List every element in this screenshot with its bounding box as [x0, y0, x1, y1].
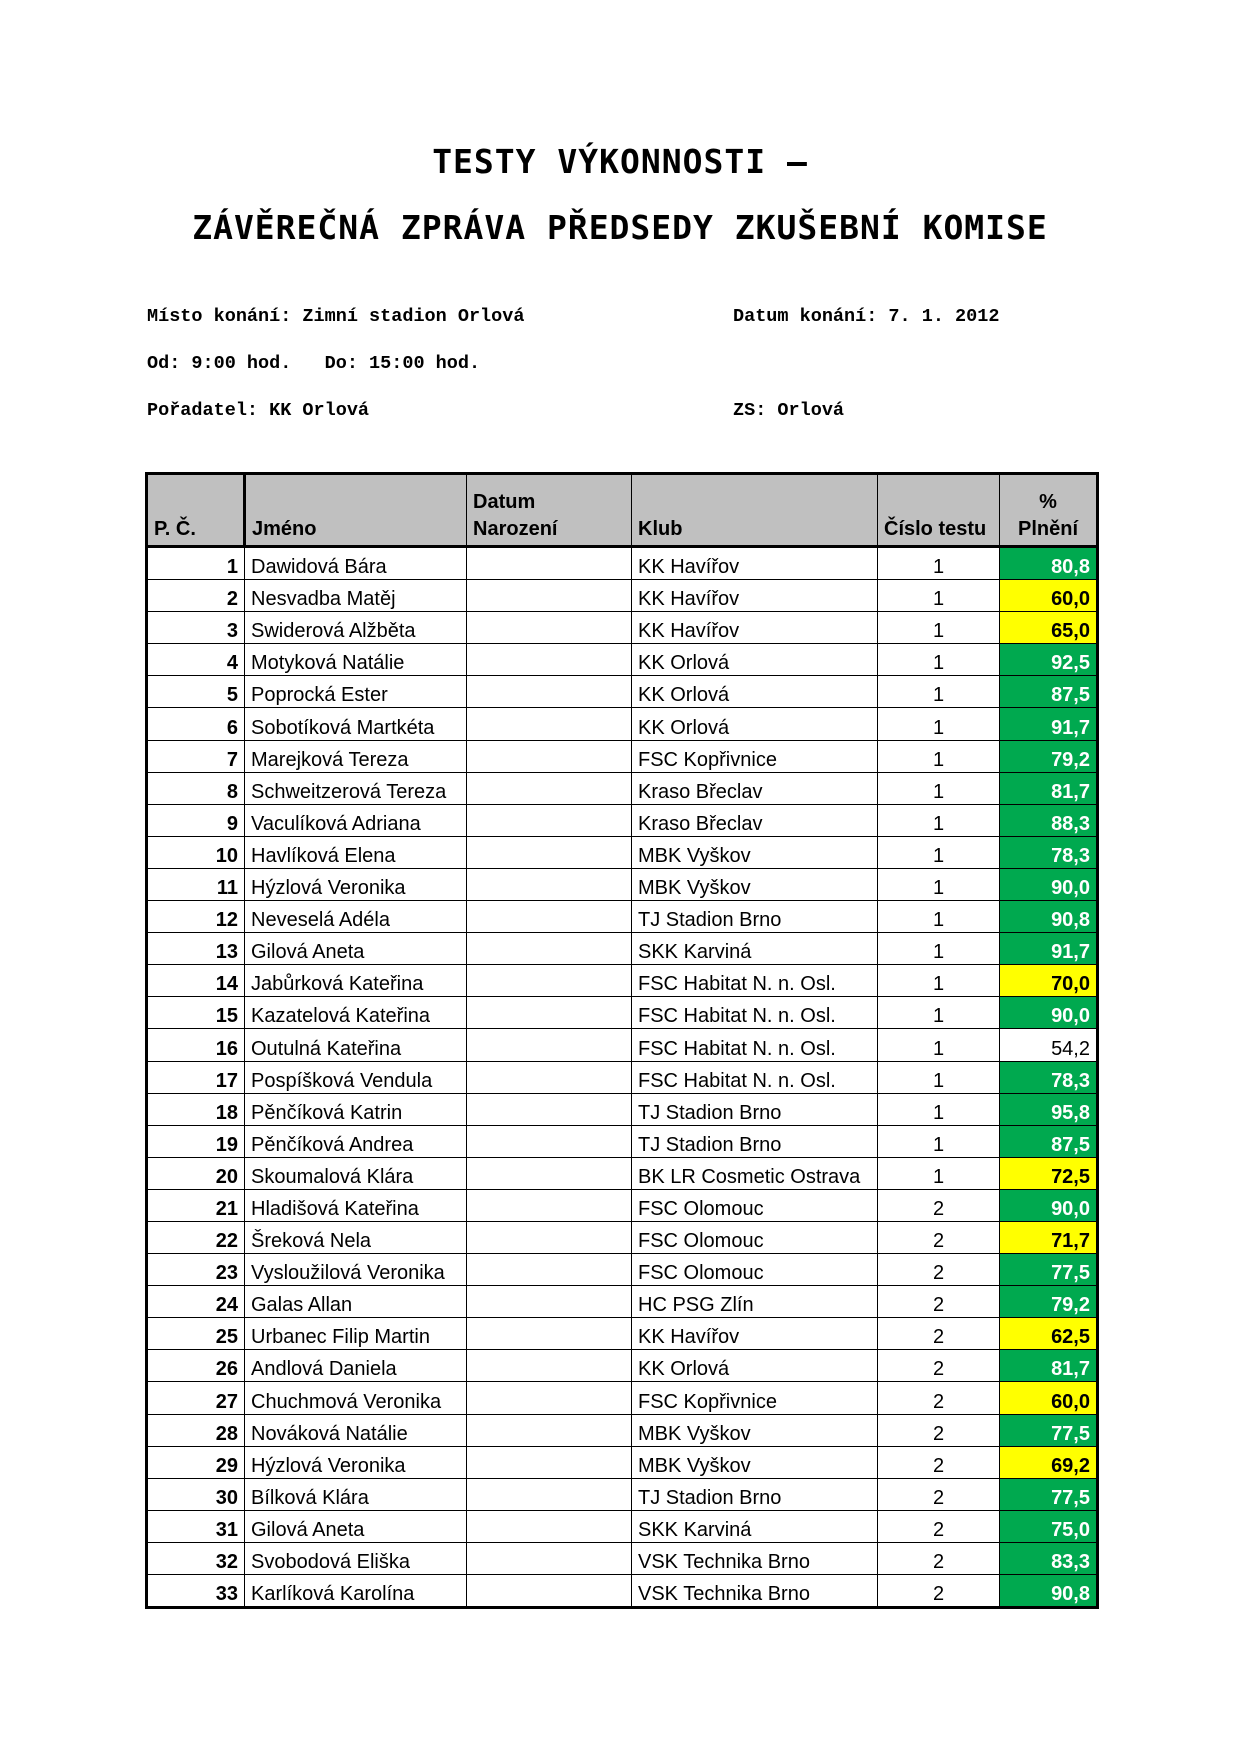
club-cell: KK Havířov — [632, 580, 878, 612]
birth-date-cell — [467, 612, 632, 644]
name-cell: Chuchmová Veronika — [245, 1382, 467, 1414]
table-row — [147, 1157, 1098, 1189]
table-row — [147, 1542, 1098, 1574]
table-row — [147, 740, 1098, 772]
name-cell: Vysloužilová Veronika — [245, 1254, 467, 1286]
row-number-cell: 7 — [147, 740, 245, 772]
table-row — [147, 997, 1098, 1029]
birth-date-cell — [467, 1189, 632, 1221]
percent-cell: 83,3 — [1000, 1542, 1098, 1574]
row-number-cell: 10 — [147, 836, 245, 868]
club-cell: SKK Karviná — [632, 1510, 878, 1542]
event-time: Od: 9:00 hod. Do: 15:00 hod. — [147, 353, 481, 374]
row-number-cell: 28 — [147, 1414, 245, 1446]
name-cell: Andlová Daniela — [245, 1350, 467, 1382]
club-cell: FSC Habitat N. n. Osl. — [632, 965, 878, 997]
table-row — [147, 1510, 1098, 1542]
table-row — [147, 965, 1098, 997]
club-cell: FSC Olomouc — [632, 1189, 878, 1221]
club-cell: MBK Vyškov — [632, 836, 878, 868]
row-number-cell: 12 — [147, 901, 245, 933]
column-header-birth-date — [467, 474, 632, 547]
test-number-cell: 2 — [878, 1542, 1000, 1574]
table-row — [147, 1350, 1098, 1382]
test-number-cell: 1 — [878, 1029, 1000, 1061]
percent-cell: 80,8 — [1000, 547, 1098, 580]
test-number-cell: 2 — [878, 1575, 1000, 1608]
row-number-cell: 19 — [147, 1125, 245, 1157]
event-organizer: Pořadatel: KK Orlová — [147, 400, 370, 421]
birth-date-cell — [467, 868, 632, 900]
name-cell: Poprocká Ester — [245, 676, 467, 708]
name-cell: Sobotíková Martkéta — [245, 708, 467, 740]
table-row — [147, 580, 1098, 612]
birth-date-cell — [467, 1254, 632, 1286]
table-row — [147, 644, 1098, 676]
birth-date-cell — [467, 1125, 632, 1157]
test-number-cell: 2 — [878, 1350, 1000, 1382]
club-cell: FSC Habitat N. n. Osl. — [632, 1029, 878, 1061]
column-header-number: P. Č. — [147, 474, 245, 547]
row-number-cell: 18 — [147, 1093, 245, 1125]
name-cell: Gilová Aneta — [245, 1510, 467, 1542]
club-cell: KK Havířov — [632, 1318, 878, 1350]
percent-cell: 77,5 — [1000, 1254, 1098, 1286]
column-header-birth-date-line-1: Datum — [473, 491, 536, 513]
birth-date-cell — [467, 804, 632, 836]
row-number-cell: 20 — [147, 1157, 245, 1189]
club-cell: KK Havířov — [632, 547, 878, 580]
percent-cell: 90,0 — [1000, 997, 1098, 1029]
table-row — [147, 612, 1098, 644]
row-number-cell: 9 — [147, 804, 245, 836]
table-row — [147, 1414, 1098, 1446]
name-cell: Skoumalová Klára — [245, 1157, 467, 1189]
name-cell: Pěnčíková Katrin — [245, 1093, 467, 1125]
name-cell: Swiderová Alžběta — [245, 612, 467, 644]
birth-date-cell — [467, 1093, 632, 1125]
name-cell: Marejková Tereza — [245, 740, 467, 772]
birth-date-cell — [467, 772, 632, 804]
table-row — [147, 868, 1098, 900]
percent-cell: 70,0 — [1000, 965, 1098, 997]
percent-cell: 60,0 — [1000, 580, 1098, 612]
test-number-cell: 1 — [878, 1125, 1000, 1157]
event-place: Místo konání: Zimní stadion Orlová — [147, 306, 525, 327]
birth-date-cell — [467, 901, 632, 933]
name-cell: Neveselá Adéla — [245, 901, 467, 933]
row-number-cell: 27 — [147, 1382, 245, 1414]
report-title-line-1: TESTY VÝKONNOSTI – — [432, 142, 808, 181]
percent-cell: 90,0 — [1000, 868, 1098, 900]
row-number-cell: 25 — [147, 1318, 245, 1350]
row-number-cell: 22 — [147, 1221, 245, 1253]
birth-date-cell — [467, 1318, 632, 1350]
column-header-percent-line-2: Plnění — [1017, 518, 1078, 540]
percent-cell: 81,7 — [1000, 772, 1098, 804]
birth-date-cell — [467, 1061, 632, 1093]
name-cell: Schweitzerová Tereza — [245, 772, 467, 804]
test-number-cell: 1 — [878, 772, 1000, 804]
birth-date-cell — [467, 933, 632, 965]
column-header-club: Klub — [632, 474, 878, 547]
table-row — [147, 1254, 1098, 1286]
name-cell: Pěnčíková Andrea — [245, 1125, 467, 1157]
row-number-cell: 17 — [147, 1061, 245, 1093]
birth-date-cell — [467, 1029, 632, 1061]
column-header-name: Jméno — [245, 474, 467, 547]
percent-cell: 54,2 — [1000, 1029, 1098, 1061]
table-row — [147, 1575, 1098, 1608]
test-number-cell: 1 — [878, 965, 1000, 997]
column-header-percent — [1000, 474, 1098, 547]
test-number-cell: 1 — [878, 547, 1000, 580]
percent-cell: 77,5 — [1000, 1414, 1098, 1446]
row-number-cell: 5 — [147, 676, 245, 708]
birth-date-cell — [467, 1575, 632, 1608]
table-row — [147, 1286, 1098, 1318]
test-number-cell: 2 — [878, 1286, 1000, 1318]
birth-date-cell — [467, 1510, 632, 1542]
birth-date-cell — [467, 644, 632, 676]
row-number-cell: 31 — [147, 1510, 245, 1542]
birth-date-cell — [467, 676, 632, 708]
percent-cell: 90,8 — [1000, 1575, 1098, 1608]
birth-date-cell — [467, 1478, 632, 1510]
club-cell: HC PSG Zlín — [632, 1286, 878, 1318]
test-number-cell: 1 — [878, 644, 1000, 676]
test-number-cell: 2 — [878, 1478, 1000, 1510]
table-row — [147, 1125, 1098, 1157]
test-number-cell: 1 — [878, 836, 1000, 868]
table-row — [147, 1446, 1098, 1478]
percent-cell: 77,5 — [1000, 1478, 1098, 1510]
row-number-cell: 6 — [147, 708, 245, 740]
name-cell: Dawidová Bára — [245, 547, 467, 580]
column-header-birth-date-line-2: Narození — [473, 518, 558, 540]
table-row — [147, 836, 1098, 868]
name-cell: Karlíková Karolína — [245, 1575, 467, 1608]
report-title-line-2: ZÁVĚREČNÁ ZPRÁVA PŘEDSEDY ZKUŠEBNÍ KOMISE — [192, 208, 1048, 247]
name-cell: Bílková Klára — [245, 1478, 467, 1510]
table-body — [147, 547, 1098, 1608]
club-cell: FSC Kopřivnice — [632, 1382, 878, 1414]
test-number-cell: 1 — [878, 901, 1000, 933]
row-number-cell: 8 — [147, 772, 245, 804]
percent-cell: 79,2 — [1000, 1286, 1098, 1318]
row-number-cell: 24 — [147, 1286, 245, 1318]
name-cell: Svobodová Eliška — [245, 1542, 467, 1574]
birth-date-cell — [467, 580, 632, 612]
table-row — [147, 1061, 1098, 1093]
club-cell: KK Orlová — [632, 676, 878, 708]
club-cell: KK Orlová — [632, 644, 878, 676]
test-number-cell: 1 — [878, 868, 1000, 900]
table-row — [147, 1318, 1098, 1350]
row-number-cell: 11 — [147, 868, 245, 900]
table-row — [147, 708, 1098, 740]
test-number-cell: 2 — [878, 1382, 1000, 1414]
table-row — [147, 1221, 1098, 1253]
row-number-cell: 32 — [147, 1542, 245, 1574]
table-row — [147, 901, 1098, 933]
table-row — [147, 1093, 1098, 1125]
event-zs: ZS: Orlová — [733, 400, 845, 421]
row-number-cell: 21 — [147, 1189, 245, 1221]
test-number-cell: 1 — [878, 1157, 1000, 1189]
test-number-cell: 1 — [878, 740, 1000, 772]
percent-cell: 90,8 — [1000, 901, 1098, 933]
percent-cell: 95,8 — [1000, 1093, 1098, 1125]
percent-cell: 71,7 — [1000, 1221, 1098, 1253]
birth-date-cell — [467, 708, 632, 740]
name-cell: Motyková Natálie — [245, 644, 467, 676]
percent-cell: 92,5 — [1000, 644, 1098, 676]
name-cell: Pospíšková Vendula — [245, 1061, 467, 1093]
birth-date-cell — [467, 1350, 632, 1382]
birth-date-cell — [467, 1221, 632, 1253]
name-cell: Vaculíková Adriana — [245, 804, 467, 836]
name-cell: Hýzlová Veronika — [245, 1446, 467, 1478]
test-number-cell: 1 — [878, 708, 1000, 740]
name-cell: Hýzlová Veronika — [245, 868, 467, 900]
percent-cell: 72,5 — [1000, 1157, 1098, 1189]
test-number-cell: 2 — [878, 1414, 1000, 1446]
club-cell: SKK Karviná — [632, 933, 878, 965]
club-cell: TJ Stadion Brno — [632, 901, 878, 933]
test-number-cell: 1 — [878, 1061, 1000, 1093]
percent-cell: 87,5 — [1000, 676, 1098, 708]
name-cell: Havlíková Elena — [245, 836, 467, 868]
name-cell: Nováková Natálie — [245, 1414, 467, 1446]
percent-cell: 60,0 — [1000, 1382, 1098, 1414]
percent-cell: 91,7 — [1000, 708, 1098, 740]
test-number-cell: 1 — [878, 1093, 1000, 1125]
name-cell: Kazatelová Kateřina — [245, 997, 467, 1029]
table-row — [147, 547, 1098, 580]
test-number-cell: 2 — [878, 1318, 1000, 1350]
club-cell: FSC Kopřivnice — [632, 740, 878, 772]
percent-cell: 79,2 — [1000, 740, 1098, 772]
percent-cell: 62,5 — [1000, 1318, 1098, 1350]
birth-date-cell — [467, 1446, 632, 1478]
row-number-cell: 15 — [147, 997, 245, 1029]
name-cell: Hladišová Kateřina — [245, 1189, 467, 1221]
club-cell: TJ Stadion Brno — [632, 1478, 878, 1510]
percent-cell: 91,7 — [1000, 933, 1098, 965]
table-row — [147, 1478, 1098, 1510]
birth-date-cell — [467, 836, 632, 868]
table-row — [147, 1382, 1098, 1414]
column-header-percent-line-1: % — [1039, 491, 1057, 513]
row-number-cell: 30 — [147, 1478, 245, 1510]
table-row — [147, 933, 1098, 965]
test-number-cell: 2 — [878, 1189, 1000, 1221]
event-date: Datum konání: 7. 1. 2012 — [733, 306, 1000, 327]
club-cell: BK LR Cosmetic Ostrava — [632, 1157, 878, 1189]
test-number-cell: 2 — [878, 1221, 1000, 1253]
test-number-cell: 1 — [878, 804, 1000, 836]
club-cell: Kraso Břeclav — [632, 804, 878, 836]
club-cell: VSK Technika Brno — [632, 1575, 878, 1608]
row-number-cell: 23 — [147, 1254, 245, 1286]
row-number-cell: 2 — [147, 580, 245, 612]
percent-cell: 78,3 — [1000, 1061, 1098, 1093]
name-cell: Outulná Kateřina — [245, 1029, 467, 1061]
club-cell: MBK Vyškov — [632, 1446, 878, 1478]
table-row — [147, 804, 1098, 836]
club-cell: FSC Habitat N. n. Osl. — [632, 1061, 878, 1093]
test-number-cell: 1 — [878, 580, 1000, 612]
row-number-cell: 26 — [147, 1350, 245, 1382]
test-number-cell: 1 — [878, 612, 1000, 644]
percent-cell: 88,3 — [1000, 804, 1098, 836]
club-cell: KK Orlová — [632, 1350, 878, 1382]
birth-date-cell — [467, 740, 632, 772]
club-cell: TJ Stadion Brno — [632, 1125, 878, 1157]
row-number-cell: 33 — [147, 1575, 245, 1608]
name-cell: Urbanec Filip Martin — [245, 1318, 467, 1350]
row-number-cell: 4 — [147, 644, 245, 676]
name-cell: Gilová Aneta — [245, 933, 467, 965]
percent-cell: 90,0 — [1000, 1189, 1098, 1221]
club-cell: Kraso Břeclav — [632, 772, 878, 804]
row-number-cell: 16 — [147, 1029, 245, 1061]
name-cell: Galas Allan — [245, 1286, 467, 1318]
test-number-cell: 2 — [878, 1254, 1000, 1286]
test-number-cell: 2 — [878, 1446, 1000, 1478]
table-row — [147, 1029, 1098, 1061]
row-number-cell: 14 — [147, 965, 245, 997]
name-cell: Nesvadba Matěj — [245, 580, 467, 612]
test-number-cell: 1 — [878, 933, 1000, 965]
percent-cell: 65,0 — [1000, 612, 1098, 644]
name-cell: Jabůrková Kateřina — [245, 965, 467, 997]
row-number-cell: 29 — [147, 1446, 245, 1478]
birth-date-cell — [467, 1414, 632, 1446]
birth-date-cell — [467, 1157, 632, 1189]
percent-cell: 69,2 — [1000, 1446, 1098, 1478]
results-table — [145, 472, 1099, 1609]
row-number-cell: 13 — [147, 933, 245, 965]
club-cell: TJ Stadion Brno — [632, 1093, 878, 1125]
table-row — [147, 676, 1098, 708]
club-cell: VSK Technika Brno — [632, 1542, 878, 1574]
birth-date-cell — [467, 965, 632, 997]
percent-cell: 81,7 — [1000, 1350, 1098, 1382]
column-header-test-number: Číslo testu — [878, 474, 1000, 547]
club-cell: KK Havířov — [632, 612, 878, 644]
percent-cell: 75,0 — [1000, 1510, 1098, 1542]
club-cell: FSC Olomouc — [632, 1254, 878, 1286]
club-cell: KK Orlová — [632, 708, 878, 740]
table-header-row — [147, 474, 1098, 547]
row-number-cell: 3 — [147, 612, 245, 644]
percent-cell: 78,3 — [1000, 836, 1098, 868]
table-row — [147, 1189, 1098, 1221]
row-number-cell: 1 — [147, 547, 245, 580]
club-cell: MBK Vyškov — [632, 1414, 878, 1446]
test-number-cell: 1 — [878, 676, 1000, 708]
birth-date-cell — [467, 1542, 632, 1574]
percent-cell: 87,5 — [1000, 1125, 1098, 1157]
table-row — [147, 772, 1098, 804]
club-cell: FSC Habitat N. n. Osl. — [632, 997, 878, 1029]
birth-date-cell — [467, 1286, 632, 1318]
test-number-cell: 2 — [878, 1510, 1000, 1542]
birth-date-cell — [467, 547, 632, 580]
birth-date-cell — [467, 1382, 632, 1414]
club-cell: MBK Vyškov — [632, 868, 878, 900]
name-cell: Šreková Nela — [245, 1221, 467, 1253]
test-number-cell: 1 — [878, 997, 1000, 1029]
club-cell: FSC Olomouc — [632, 1221, 878, 1253]
birth-date-cell — [467, 997, 632, 1029]
